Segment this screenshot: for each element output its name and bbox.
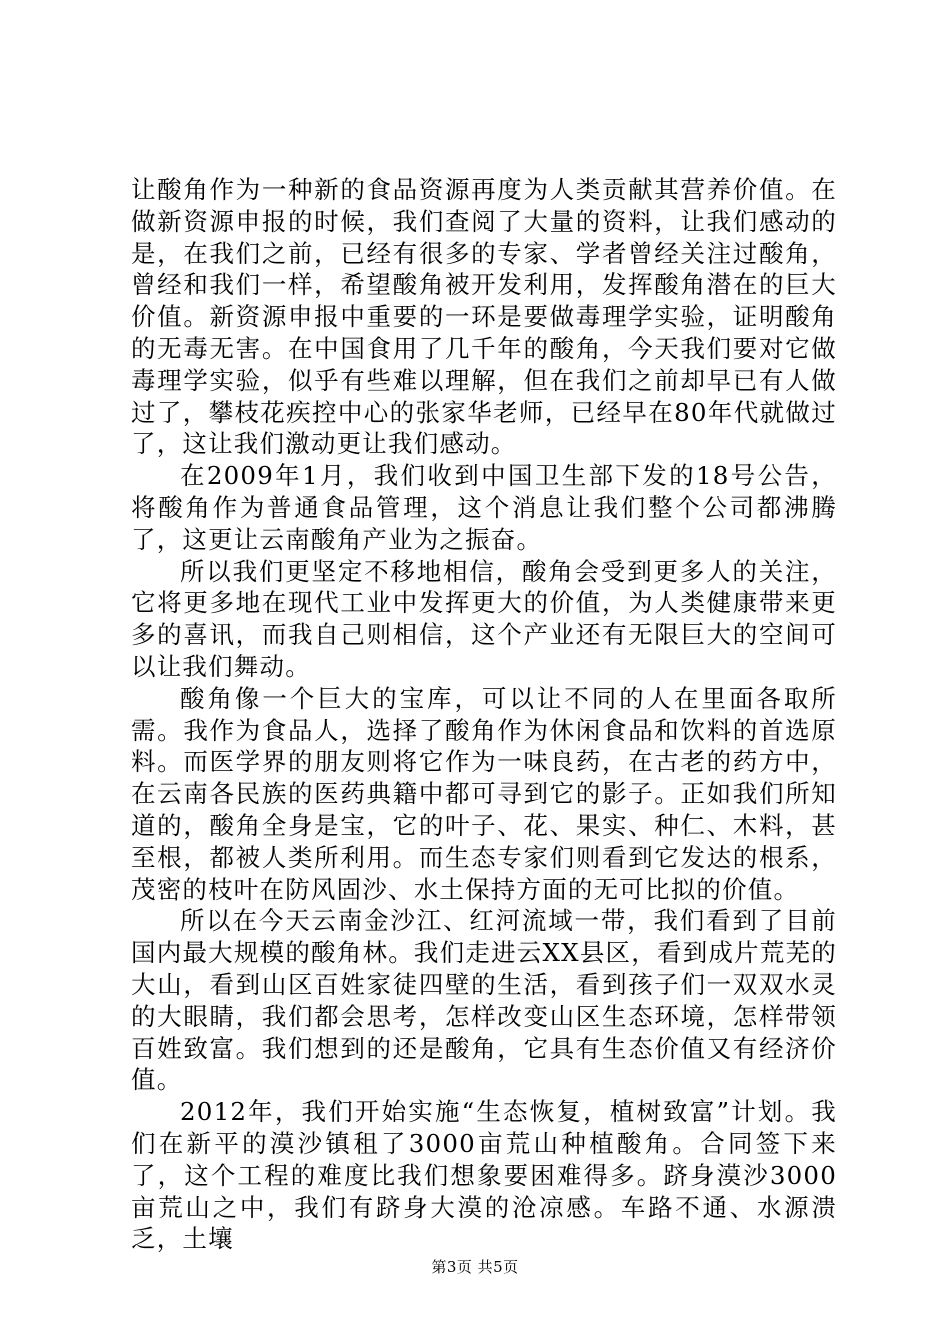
paragraph-1: 让酸角作为一种新的食品资源再度为人类贡献其营养价值。在做新资源申报的时候，我们查阅了大量的资料，让我们感动的是，在我们之前，已经有很多的专家、学者曾经关注过酸角，曾经和我们一样，希望酸角被开发利用，发挥酸角潜在的巨大价值。新资源申报中重要的一环是要做毒理学实验，证明酸角的无毒无害。在中国食用了几千年的酸角，今天我们要对它做毒理学实验，似乎有些难以理解，但在我们之前却早已有人做过了，攀枝花疾控中心的张家华老师，已经早在80年代就做过了，这让我们激动更让我们感动。 [131, 175, 837, 459]
page-number-footer: 第3页 共5页 [431, 1258, 519, 1276]
paragraph-4: 酸角像一个巨大的宝库，可以让不同的人在里面各取所需。我作为食品人，选择了酸角作为休闲食品和饮料的首选原料。而医学界的朋友则将它作为一味良药，在古老的药方中，在云南各民族的医药典籍中都可寻到它的影子。正如我们所知道的，酸角全身是宝，它的叶子、花、果实、种仁、木料，甚至根，都被人类所利用。而生态专家们则看到它发达的根系，茂密的枝叶在防风固沙、水土保持方面的无可比拟的价值。 [131, 683, 837, 904]
paragraph-3: 所以我们更坚定不移地相信，酸角会受到更多人的关注，它将更多地在现代工业中发挥更大的价值，为人类健康带来更多的喜讯，而我自己则相信，这个产业还有无限巨大的空间可以让我们舞动。 [131, 556, 837, 681]
paragraph-5: 所以在今天云南金沙江、红河流域一带，我们看到了目前国内最大规模的酸角林。我们走进云XX县区，看到成片荒芜的大山，看到山区百姓家徒四壁的生活，看到孩子们一双双水灵的大眼睛，我们都会思考，怎样改变山区生态环境，怎样带领百姓致富。我们想到的还是酸角，它具有生态价值又有经济价值。 [131, 906, 837, 1095]
document-body [131, 174, 837, 1255]
paragraph-2: 在2009年1月，我们收到中国卫生部下发的18号公告，将酸角作为普通食品管理，这个消息让我们整个公司都沸腾了，这更让云南酸角产业为之振奋。 [131, 461, 837, 554]
paragraph-6: 2012年，我们开始实施“生态恢复，植树致富”计划。我们在新平的漠沙镇租了3000亩荒山种植酸角。合同签下来了，这个工程的难度比我们想象要困难得多。跻身漠沙3000亩荒山之中，我们有跻身大漠的沧凉感。车路不通、水源溃乏，土壤 [131, 1097, 837, 1254]
